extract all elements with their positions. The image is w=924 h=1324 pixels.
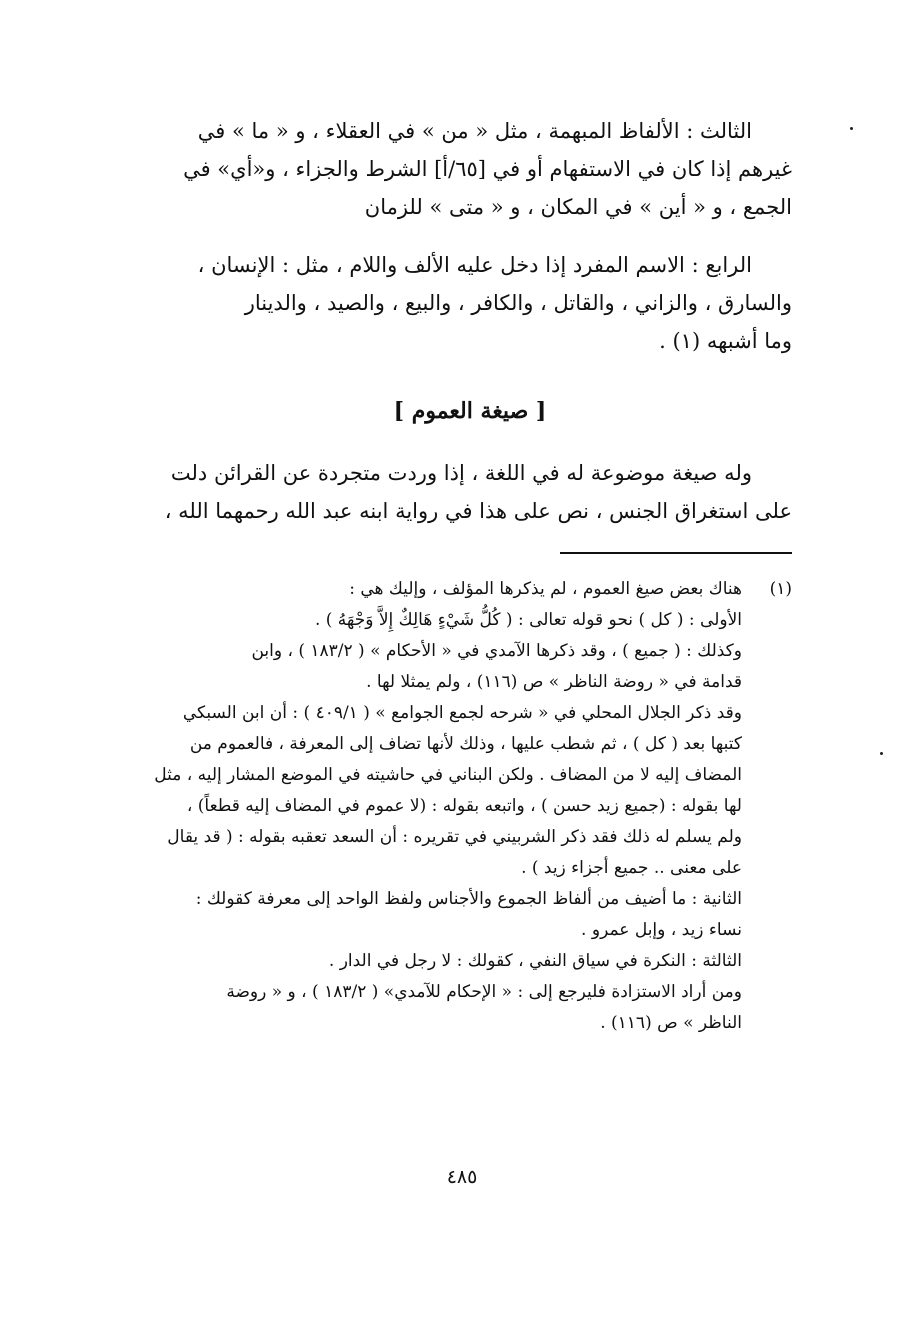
footnote-line: ومن أراد الاستزادة فليرجع إلى : « الإحكام للآمدي» ( ١٨٣/٢ ) ، و « روضة <box>226 982 742 1002</box>
text-line: على استغراق الجنس ، نص على هذا في رواية ابنه عبد الله رحمهما الله ، <box>164 499 792 523</box>
text-line: وله صيغة موضوعة له في اللغة ، إذا وردت متجردة عن القرائن دلت <box>170 461 752 485</box>
footnote-line: نساء زيد ، وإبل عمرو . <box>581 920 742 940</box>
paragraph-form <box>148 454 792 530</box>
text-line: الرابع : الاسم المفرد إذا دخل عليه الألف واللام ، مثل : الإنسان ، <box>197 253 752 277</box>
footnote-line: المضاف إليه لا من المضاف . ولكن البناني في حاشيته في الموضع المشار إليه ، مثل <box>154 765 742 785</box>
footnote-line: وقد ذكر الجلال المحلي في « شرحه لجمع الجوامع » ( ٤٠٩/١ ) : أن ابن السبكي <box>182 703 742 723</box>
footnote-line: هناك بعض صيغ العموم ، لم يذكرها المؤلف ، وإليك هي : <box>349 579 742 599</box>
scan-speck <box>880 752 883 755</box>
footnote-line: وكذلك : ( جميع ) ، وقد ذكرها الآمدي في « الأحكام » ( ١٨٣/٢ ) ، وابن <box>251 641 742 661</box>
section-heading: [ صيغة العموم ] <box>393 398 547 424</box>
text-line: وما أشبهه (١) . <box>659 329 792 353</box>
paragraph-fourth <box>148 246 792 360</box>
footnote-line: على معنى .. جميع أجزاء زيد ) . <box>521 858 742 878</box>
text-line: غيرهم إذا كان في الاستفهام أو في [٦٥/أ] الشرط والجزاء ، و«أي» في <box>183 157 792 181</box>
footnote-line: ولم يسلم له ذلك فقد ذكر الشربيني في تقريره : أن السعد تعقبه بقوله : ( قد يقال <box>167 827 742 847</box>
footnote-line: الثانية : ما أضيف من ألفاظ الجموع والأجناس ولفظ الواحد إلى معرفة كقولك : <box>195 889 742 909</box>
footnote-number: (١) <box>769 579 792 599</box>
footnote <box>148 574 792 1039</box>
text-line: الثالث : الألفاظ المبهمة ، مثل « من » في العقلاء ، و « ما » في <box>197 119 752 143</box>
text-line: والسارق ، والزاني ، والقاتل ، والكافر ، والبيع ، والصيد ، والدينار <box>244 291 792 315</box>
scan-speck <box>850 127 853 130</box>
footnote-line: قدامة في « روضة الناظر » ص (١١٦) ، ولم يمثلا لها . <box>366 672 742 692</box>
page-number: ٤٨٥ <box>446 1166 478 1188</box>
footnote-line: الأولى : ( كل ) نحو قوله تعالى : ( كُلُّ شَيْءٍ هَالِكٌ إِلاَّ وَجْهَهُ ) . <box>314 610 742 630</box>
footnote-line: الناظر » ص (١١٦) . <box>600 1013 742 1033</box>
footnote-divider <box>560 552 792 554</box>
footnote-body <box>148 574 742 1039</box>
footnote-line: كتبها بعد ( كل ) ، ثم شطب عليها ، وذلك لأنها تضاف إلى المعرفة ، فالعموم من <box>189 734 742 754</box>
text-line: الجمع ، و « أين » في المكان ، و « متى » للزمان <box>364 195 792 219</box>
paragraph-third <box>148 112 792 226</box>
footnote-line: الثالثة : النكرة في سياق النفي ، كقولك : لا رجل في الدار . <box>328 951 742 971</box>
footnote-line: لها بقوله : (جميع زيد حسن ) ، واتبعه بقوله : (لا عموم في المضاف إليه قطعاً) ، <box>186 796 742 816</box>
